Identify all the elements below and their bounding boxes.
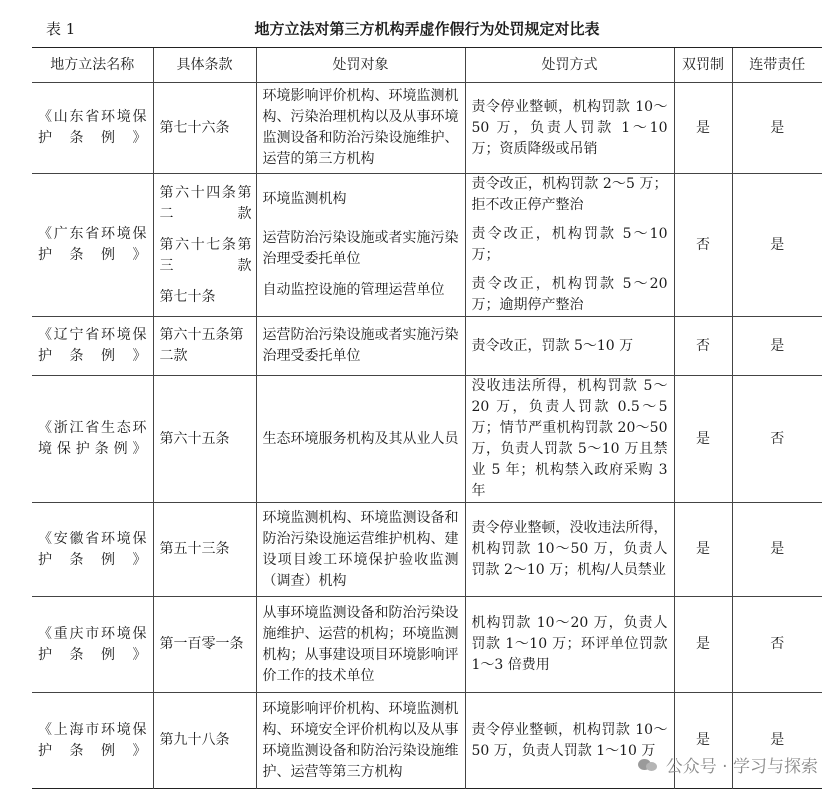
article-group [153, 174, 256, 317]
joint-liability: 是 [732, 503, 822, 597]
penalty-method: 责令改正，机构罚款 2～5 万；拒不改正停产整治 [471, 176, 668, 213]
dual-penalty: 否 [674, 317, 732, 376]
law-name: 《山东省环境保护条例》 [38, 109, 147, 146]
dual-penalty: 是 [674, 376, 732, 503]
penalty-target: 自动监控设施的管理运营单位 [262, 282, 445, 298]
joint-liability: 是 [732, 174, 822, 317]
joint-liability: 否 [732, 376, 822, 503]
law-name: 《浙江省生态环境保护条例》 [38, 420, 147, 457]
table-row [32, 83, 822, 174]
penalty-target: 环境监测机构 [262, 191, 347, 207]
dual-penalty: 是 [674, 83, 732, 174]
table-title: 地方立法对第三方机构弄虚作假行为处罚规定对比表 [254, 20, 600, 38]
comparison-table [32, 47, 822, 789]
joint-liability: 是 [732, 83, 822, 174]
article: 第五十三条 [153, 503, 256, 597]
article: 第六十四条第二款 [159, 184, 252, 222]
article: 第九十八条 [153, 693, 256, 789]
article: 第七十六条 [153, 83, 256, 174]
penalty-method: 机构罚款 10～20 万，负责人罚款 1～10 万；环评单位罚款 1～3 倍费用 [465, 597, 674, 693]
table-row [32, 317, 822, 376]
dual-penalty: 是 [674, 597, 732, 693]
penalty-target: 环境监测机构、环境监测设备和防治污染设施运营维护机构、建设项目竣工环境保护验收监测（调查）机构 [256, 503, 465, 597]
article: 第六十七条第三款 [159, 236, 252, 274]
penalty-method: 责令停业整顿，机构罚款 10～50 万，负责人罚款 1～10 万；资质降级或吊销 [465, 83, 674, 174]
article: 第六十五条 [153, 376, 256, 503]
penalty-target: 运营防治污染设施或者实施污染治理受委托单位 [256, 317, 465, 376]
table-row [32, 503, 822, 597]
header-penalty: 处罚方式 [465, 48, 674, 83]
penalty-method: 责令改正，罚款 5～10 万 [465, 317, 674, 376]
penalty-method: 责令改正，机构罚款 5～20 万；逾期停产整治 [471, 276, 668, 313]
header-name: 地方立法名称 [32, 48, 153, 83]
penalty-target-group [256, 174, 465, 317]
table-header-row [32, 48, 822, 83]
header-article: 具体条款 [153, 48, 256, 83]
penalty-target: 从事环境监测设备和防治污染设施维护、运营的机构；环境监测机构；从事建设项目环境影响评价工作的技术单位 [256, 597, 465, 693]
header-dual: 双罚制 [674, 48, 732, 83]
table-row [32, 174, 822, 317]
table-row [32, 376, 822, 503]
penalty-target: 环境影响评价机构、环境监测机构、环境安全评价机构以及从事环境监测设备和防治污染设施维护、运营等第三方机构 [256, 693, 465, 789]
dual-penalty: 否 [674, 174, 732, 317]
joint-liability: 是 [732, 317, 822, 376]
penalty-target: 生态环境服务机构及其从业人员 [256, 376, 465, 503]
law-name: 《辽宁省环境保护条例》 [38, 327, 147, 364]
article: 第六十五条第二款 [153, 317, 256, 376]
joint-liability: 是 [732, 693, 822, 789]
table-caption [32, 10, 822, 40]
penalty-method-group [465, 174, 674, 317]
penalty-target: 运营防治污染设施或者实施污染治理受委托单位 [262, 230, 459, 267]
table-number: 表 1 [46, 20, 76, 38]
watermark [638, 752, 818, 777]
dual-penalty: 是 [674, 693, 732, 789]
article: 第一百零一条 [153, 597, 256, 693]
penalty-method: 责令改正，机构罚款 5～10 万； [471, 226, 668, 263]
article: 第七十条 [159, 288, 216, 305]
penalty-method: 没收违法所得，机构罚款 5～20 万，负责人罚款 0.5～5 万；情节严重机构罚款 20～50 万，负责人罚款 5～10 万且禁业 5 年；机构禁入政府采购 3 年 [465, 376, 674, 503]
law-name: 《广东省环境保护条例》 [38, 226, 147, 263]
wechat-icon [638, 757, 658, 773]
penalty-method: 责令停业整顿，机构罚款 10～50 万，负责人罚款 1～10 万 [465, 693, 674, 789]
penalty-target: 环境影响评价机构、环境监测机构、污染治理机构以及从事环境监测设备和防治污染设施维护、运营的第三方机构 [256, 83, 465, 174]
law-name: 《重庆市环境保护条例》 [38, 625, 147, 663]
header-target: 处罚对象 [256, 48, 465, 83]
law-name: 《上海市环境保护条例》 [38, 721, 147, 759]
table-row [32, 597, 822, 693]
law-name: 《安徽省环境保护条例》 [38, 530, 147, 568]
header-joint: 连带责任 [732, 48, 822, 83]
penalty-method: 责令停业整顿，没收违法所得，机构罚款 10～50 万，负责人罚款 2～10 万；机构/人员禁业 [465, 503, 674, 597]
joint-liability: 否 [732, 597, 822, 693]
dual-penalty: 是 [674, 503, 732, 597]
watermark-text: 公众号 · 学习与探索 [665, 757, 818, 777]
